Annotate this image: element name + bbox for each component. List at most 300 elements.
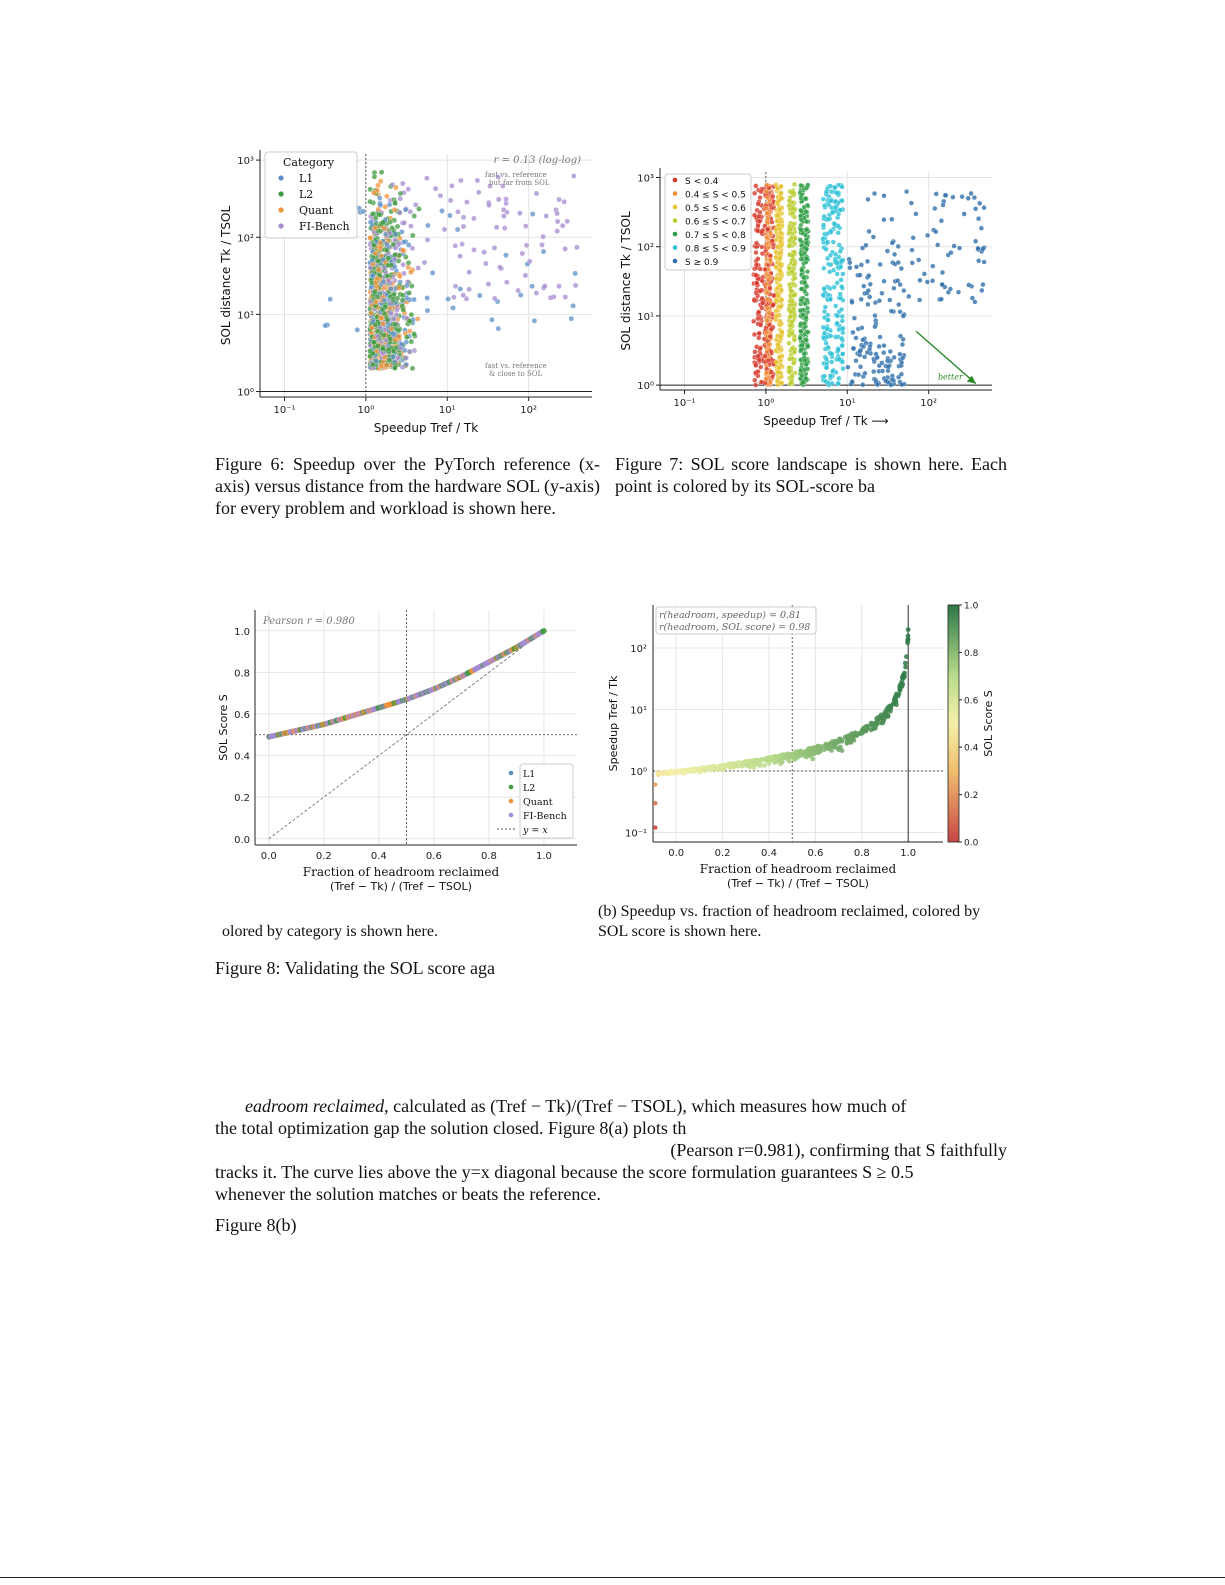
scatter-point (393, 231, 398, 236)
scatter-point (404, 355, 409, 360)
scatter-point (804, 338, 809, 343)
scatter-point (922, 272, 927, 277)
scatter-point (571, 303, 576, 308)
scatter-point (865, 350, 870, 355)
scatter-point (874, 352, 879, 357)
scatter-point (910, 248, 915, 253)
scatter-point (933, 229, 938, 234)
scatter-point (979, 226, 984, 231)
y-axis-label: SOL distance Tk / TSOL (219, 205, 233, 346)
scatter-point (966, 283, 971, 288)
scatter-point (765, 290, 770, 295)
scatter-point (380, 321, 385, 326)
fig7-chart (615, 160, 1005, 445)
scatter-point (736, 761, 741, 766)
y-tick-label: 10² (237, 233, 254, 245)
scatter-point (897, 687, 902, 692)
scatter-point (969, 191, 974, 196)
scatter-point (889, 383, 894, 388)
scatter-point (898, 352, 903, 357)
scatter-point (769, 370, 774, 375)
scatter-point (571, 173, 576, 178)
scatter-point (369, 258, 374, 263)
scatter-point (866, 273, 871, 278)
scatter-point (395, 224, 400, 229)
legend-label: 0.8 ≤ S < 0.9 (685, 244, 746, 255)
scatter-point (789, 320, 794, 325)
scatter-point (799, 217, 804, 222)
scatter-point (815, 746, 820, 751)
scatter-point (400, 248, 405, 253)
scatter-point (788, 227, 793, 232)
colorbar (948, 605, 959, 842)
scatter-point (382, 226, 387, 231)
x-tick-label: 0.4 (761, 848, 777, 859)
scatter-point (555, 219, 560, 224)
scatter-point (799, 298, 804, 303)
scatter-point (806, 183, 811, 188)
scatter-point (799, 321, 804, 326)
scatter-point (873, 300, 878, 305)
scatter-point (856, 372, 861, 377)
scatter-point (394, 308, 399, 313)
scatter-point (775, 219, 780, 224)
scatter-point (775, 379, 780, 384)
scatter-point (407, 349, 412, 354)
scatter-point (982, 205, 987, 210)
scatter-point (838, 737, 843, 742)
scatter-point (778, 269, 783, 274)
y-tick-label: 0.2 (234, 793, 250, 805)
y-tick-label: 0.0 (234, 834, 250, 846)
scatter-point (449, 183, 454, 188)
scatter-point (740, 764, 745, 769)
scatter-point (778, 334, 783, 339)
scatter-point (756, 369, 761, 374)
scatter-point (520, 251, 525, 256)
scatter-point (973, 239, 978, 244)
scatter-point (833, 199, 838, 204)
scatter-point (752, 298, 757, 303)
scatter-point (496, 326, 501, 331)
figure-8b-subcaption: (b) Speedup vs. fraction of headroom reclaimed, colored by SOL score is shown here. (598, 903, 981, 940)
scatter-point (439, 208, 444, 213)
scatter-point (930, 278, 935, 283)
scatter-point (866, 288, 871, 293)
scatter-point (789, 190, 794, 195)
scatter-point (438, 193, 443, 198)
scatter-point (805, 269, 810, 274)
legend-marker (673, 232, 678, 237)
figure-6-plot (215, 140, 605, 440)
scatter-point (752, 332, 757, 337)
scatter-point (837, 243, 842, 248)
scatter-point (888, 349, 893, 354)
scatter-point (397, 210, 402, 215)
scatter-point (754, 344, 759, 349)
scatter-point (451, 305, 456, 310)
scatter-point (707, 766, 712, 771)
y-tick-label: 0.6 (234, 709, 250, 721)
scatter-point (458, 178, 463, 183)
scatter-point (778, 191, 783, 196)
scatter-point (397, 274, 402, 279)
scatter-point (398, 196, 403, 201)
legend-label: Quant (523, 797, 553, 808)
scatter-point (829, 189, 834, 194)
scatter-point (982, 260, 987, 265)
scatter-point (895, 278, 900, 283)
scatter-point (873, 324, 878, 329)
scatter-point (759, 189, 764, 194)
scatter-point (833, 335, 838, 340)
x-tick-label: 0.8 (480, 851, 497, 862)
scatter-point (375, 343, 380, 348)
scatter-point (804, 284, 809, 289)
scatter-point (402, 220, 407, 225)
scatter-point (401, 307, 406, 312)
scatter-point (373, 225, 378, 230)
scatter-point (370, 351, 375, 356)
scatter-point (754, 262, 759, 267)
scatter-point (804, 209, 809, 214)
paragraph-line-5: whenever the solution matches or beats the reference. (215, 1184, 601, 1204)
scatter-point (523, 224, 528, 229)
scatter-point (392, 237, 397, 242)
scatter-point (425, 295, 430, 300)
scatter-point (826, 217, 831, 222)
scatter-point (541, 628, 547, 634)
scatter-point (830, 352, 835, 357)
scatter-point (840, 185, 845, 190)
scatter-point (840, 314, 845, 319)
scatter-point (829, 748, 834, 753)
legend-label: S ≥ 0.9 (685, 258, 719, 268)
scatter-point (862, 726, 867, 731)
scatter-point (976, 246, 981, 251)
scatter-point (676, 769, 681, 774)
scatter-point (756, 224, 761, 229)
scatter-point (837, 376, 842, 381)
scatter-point (803, 302, 808, 307)
scatter-point (838, 265, 843, 270)
y-tick-label: 0.8 (234, 668, 250, 680)
scatter-point (836, 347, 841, 352)
scatter-point (534, 290, 539, 295)
scatter-point (396, 328, 401, 333)
legend-marker (278, 175, 283, 180)
scatter-point (425, 237, 430, 242)
scatter-point (769, 327, 774, 332)
scatter-point (787, 238, 792, 243)
scatter-point (870, 723, 875, 728)
scatter-point (809, 746, 814, 751)
better-annotation: better (937, 372, 963, 382)
scatter-point (384, 194, 389, 199)
scatter-point (823, 305, 828, 310)
scatter-point (756, 310, 761, 315)
scatter-point (382, 265, 387, 270)
scatter-point (854, 265, 859, 270)
scatter-point (830, 381, 835, 386)
x-tick-label: 0.4 (370, 851, 387, 862)
scatter-point (828, 373, 833, 378)
scatter-point (389, 326, 394, 331)
scatter-point (930, 264, 935, 269)
scatter-point (840, 343, 845, 348)
scatter-point (851, 330, 856, 335)
scatter-point (832, 222, 837, 227)
scatter-point (802, 275, 807, 280)
x-tick-label: 10¹ (838, 398, 856, 409)
x-tick-label: 0.6 (807, 848, 824, 859)
scatter-point (502, 226, 507, 231)
scatter-point (801, 380, 806, 385)
annotation-top-2: but far from SOL (489, 179, 550, 187)
scatter-point (877, 344, 882, 349)
scatter-point (824, 190, 829, 195)
correlation-annotation: r = 0.13 (log-log) (493, 155, 581, 166)
x-tick-label: 0.6 (425, 851, 442, 862)
scatter-point (385, 317, 390, 322)
scatter-point (804, 247, 809, 252)
scatter-point (523, 273, 528, 278)
scatter-point (803, 233, 808, 238)
scatter-point (497, 265, 502, 270)
scatter-point (378, 240, 383, 245)
scatter-point (756, 335, 761, 340)
scatter-point (798, 358, 803, 363)
scatter-point (880, 369, 885, 374)
scatter-point (901, 673, 906, 678)
scatter-point (848, 265, 853, 270)
scatter-point (548, 295, 553, 300)
scatter-point (756, 256, 761, 261)
scatter-point (503, 197, 508, 202)
scatter-point (375, 294, 380, 299)
scatter-point (760, 245, 765, 250)
scatter-point (770, 756, 775, 761)
scatter-point (379, 363, 384, 368)
scatter-point (889, 217, 894, 222)
scatter-point (790, 253, 795, 258)
scatter-point (371, 190, 376, 195)
scatter-point (836, 747, 841, 752)
scatter-point (789, 380, 794, 385)
scatter-point (802, 205, 807, 210)
scatter-point (754, 291, 759, 296)
scatter-point (754, 241, 759, 246)
scatter-point (892, 286, 897, 291)
scatter-point (665, 772, 670, 777)
scatter-point (948, 287, 953, 292)
scatter-point (753, 350, 758, 355)
scatter-point (810, 757, 815, 762)
scatter-point (787, 759, 792, 764)
scatter-point (416, 265, 421, 270)
scatter-point (476, 190, 481, 195)
legend-marker (509, 771, 514, 776)
scatter-point (374, 299, 379, 304)
scatter-point (795, 753, 800, 758)
colorbar-tick-label: 0.4 (964, 743, 979, 754)
scatter-point (962, 212, 967, 217)
scatter-point (770, 238, 775, 243)
scatter-point (391, 242, 396, 247)
scatter-point (788, 309, 793, 314)
scatter-point (914, 212, 919, 217)
legend-marker (673, 205, 678, 210)
scatter-point (399, 342, 404, 347)
scatter-point (892, 252, 897, 257)
scatter-point (878, 335, 883, 340)
scatter-point (752, 213, 757, 218)
scatter-point (825, 240, 830, 245)
legend-label: 0.6 ≤ S < 0.7 (685, 217, 746, 228)
scatter-point (475, 178, 480, 183)
scatter-point (471, 216, 476, 221)
annotation-bottom-1: fast vs. reference (485, 362, 547, 370)
scatter-point (821, 197, 826, 202)
scatter-point (911, 235, 916, 240)
scatter-point (778, 235, 783, 240)
scatter-point (574, 245, 579, 250)
scatter-point (455, 209, 460, 214)
scatter-point (837, 357, 842, 362)
scatter-point (787, 357, 792, 362)
scatter-point (882, 343, 887, 348)
scatter-point (858, 349, 863, 354)
scatter-point (370, 273, 375, 278)
y-tick-label: 10⁰ (237, 387, 254, 399)
figure-8-caption: Figure 8: Validating the SOL score aga (215, 958, 495, 978)
scatter-point (899, 266, 904, 271)
scatter-point (841, 366, 846, 371)
scatter-point (850, 379, 855, 384)
legend-marker (673, 178, 678, 183)
scatter-point (828, 253, 833, 258)
scatter-point (871, 235, 876, 240)
fig8b-chart (598, 595, 1008, 895)
scatter-point (458, 286, 463, 291)
scatter-point (386, 347, 391, 352)
scatter-point (768, 286, 773, 291)
scatter-point (756, 202, 761, 207)
scatter-point (764, 235, 769, 240)
paragraph-line-1 (215, 1095, 1007, 1117)
scatter-point (805, 306, 810, 311)
legend-label: 0.7 ≤ S < 0.8 (685, 231, 746, 241)
p1-a: , calculated as (T (384, 1096, 507, 1116)
legend-marker (278, 223, 283, 228)
scatter-point (563, 246, 568, 251)
scatter-point (830, 210, 835, 215)
scatter-point (829, 360, 834, 365)
scatter-point (790, 331, 795, 336)
x-axis-label: Fraction of headroom reclaimed (699, 862, 897, 876)
scatter-point (885, 249, 890, 254)
scatter-point (653, 782, 657, 786)
scatter-point (835, 314, 840, 319)
scatter-point (759, 306, 764, 311)
legend-marker (673, 245, 678, 250)
scatter-point (532, 318, 537, 323)
scatter-point (799, 348, 804, 353)
scatter-point (803, 196, 808, 201)
scatter-point (821, 223, 826, 228)
scatter-point (793, 276, 798, 281)
y-tick-label: 10¹ (630, 705, 647, 717)
scatter-point (979, 288, 984, 293)
scatter-point (925, 280, 930, 285)
scatter-point (898, 334, 903, 339)
scatter-point (556, 284, 561, 289)
x-tick-label: 10¹ (438, 405, 456, 416)
scatter-point (778, 761, 783, 766)
scatter-point (917, 298, 922, 303)
scatter-point (778, 304, 783, 309)
scatter-point (407, 290, 412, 295)
legend-title: Category (283, 156, 335, 169)
paragraph-line-3: (Pearson r=0.981), confirming that S faithfully (670, 1140, 1007, 1160)
scatter-point (862, 355, 867, 360)
scatter-point (790, 269, 795, 274)
scatter-point (776, 293, 781, 298)
scatter-point (788, 314, 793, 319)
scatter-point (800, 343, 805, 348)
scatter-point (777, 207, 782, 212)
scatter-point (541, 234, 546, 239)
scatter-point (765, 195, 770, 200)
scatter-point (858, 273, 863, 278)
scatter-point (433, 186, 438, 191)
scatter-point (883, 378, 888, 383)
scatter-point (379, 170, 384, 175)
x-axis-label: Fraction of headroom reclaimed (302, 865, 500, 879)
scatter-point (380, 346, 385, 351)
p1-line1-rest: ref − Tk)/(Tref − TSOL), which measures how much of (506, 1096, 907, 1116)
scatter-point (492, 296, 497, 301)
scatter-point (534, 191, 539, 196)
scatter-point (773, 309, 778, 314)
scatter-point (836, 381, 841, 386)
scatter-point (404, 362, 409, 367)
scatter-point (455, 227, 460, 232)
colorbar-tick-label: 0.0 (964, 838, 979, 849)
scatter-point (839, 336, 844, 341)
scatter-point (777, 754, 782, 759)
colorbar-label: SOL Score S (982, 690, 995, 757)
scatter-point (832, 185, 837, 190)
scatter-point (896, 260, 901, 265)
legend-label: L2 (299, 188, 314, 201)
scatter-point (372, 289, 377, 294)
scatter-point (776, 370, 781, 375)
x-tick-label: 10⁰ (357, 405, 375, 416)
scatter-point (757, 358, 762, 363)
scatter-point (906, 294, 911, 299)
scatter-point (883, 713, 888, 718)
y-tick-label: 10² (637, 242, 654, 254)
x-tick-label: 10⁻¹ (273, 405, 296, 416)
scatter-point (804, 227, 809, 232)
scatter-point (775, 213, 780, 218)
scatter-point (801, 312, 806, 317)
scatter-point (464, 200, 469, 205)
scatter-point (904, 654, 909, 659)
scatter-point (904, 189, 909, 194)
scatter-point (864, 341, 869, 346)
